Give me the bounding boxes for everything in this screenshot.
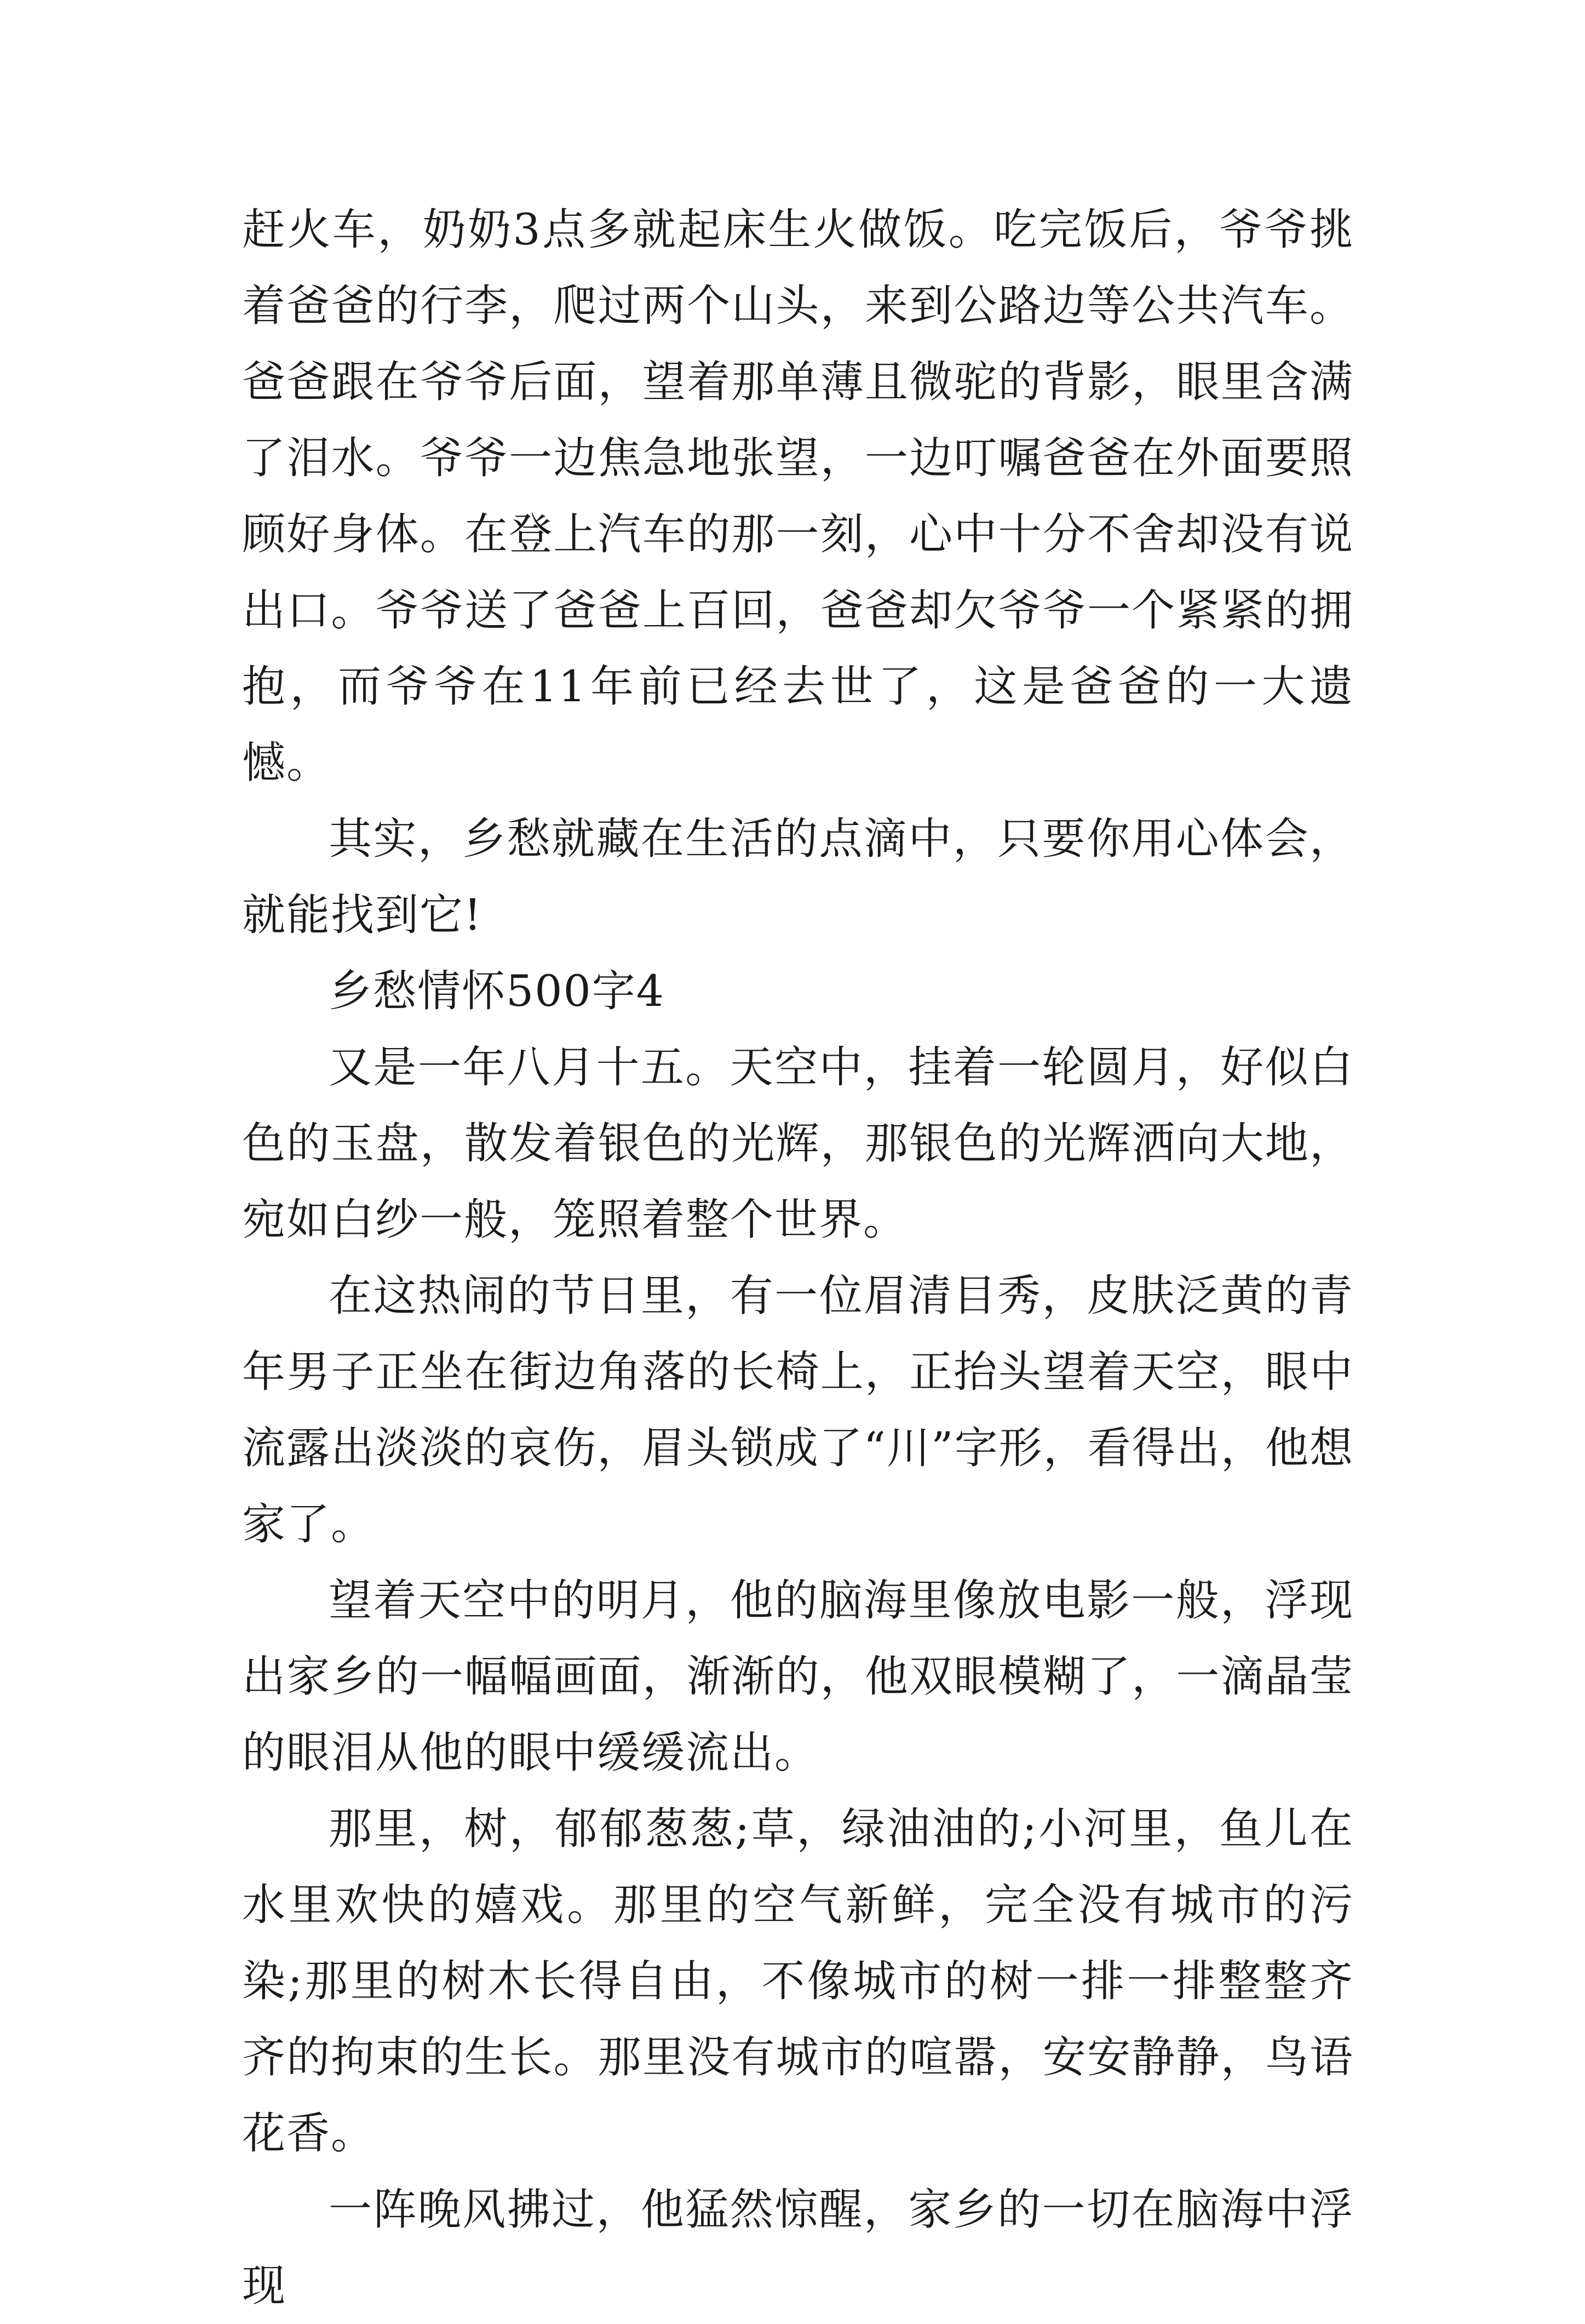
paragraph: 望着天空中的明月，他的脑海里像放电影一般，浮现出家乡的一幅幅画面，渐渐的，他双眼模糊了，一滴晶莹的眼泪从他的眼中缓缓流出。 [242,1575,1354,1778]
paragraph: 其实，乡愁就藏在生活的点滴中，只要你用心体会，就能找到它! [242,814,1354,940]
paragraph: 一阵晚风拂过，他猛然惊醒，家乡的一切在脑海中浮现 [242,2184,1354,2311]
paragraph: 在这热闹的节日里，有一位眉清目秀，皮肤泛黄的青年男子正坐在街边角落的长椅上，正抬头望着天空，眼中流露出淡淡的哀伤，眉头锁成了“川”字形，看得出，他想家了。 [242,1270,1354,1549]
paragraph: 那里，树，郁郁葱葱;草，绿油油的;小河里，鱼儿在水里欢快的嬉戏。那里的空气新鲜，完全没有城市的污染;那里的树木长得自由，不像城市的树一排一排整整齐齐的拘束的生长。那里没有城市的喧嚣，安安静静，鸟语花香。 [242,1804,1354,2159]
paragraph: 赶火车，奶奶3点多就起床生火做饭。吃完饭后，爷爷挑着爸爸的行李，爬过两个山头，来到公路边等公共汽车。爸爸跟在爷爷后面，望着那单薄且微驼的背影，眼里含满了泪水。爷爷一边焦急地张望，一边叮嘱爸爸在外面要照顾好身体。在登上汽车的那一刻，心中十分不舍却没有说出口。爷爷送了爸爸上百回，爸爸却欠爷爷一个紧紧的拥抱，而爷爷在11年前已经去世了，这是爸爸的一大遗憾。 [242,204,1354,788]
section-heading: 乡愁情怀500字4 [329,966,665,1016]
paragraph: 又是一年八月十五。天空中，挂着一轮圆月，好似白色的玉盘，散发着银色的光辉，那银色的光辉洒向大地，宛如白纱一般，笼照着整个世界。 [242,1042,1354,1245]
document-body [242,192,1354,2324]
